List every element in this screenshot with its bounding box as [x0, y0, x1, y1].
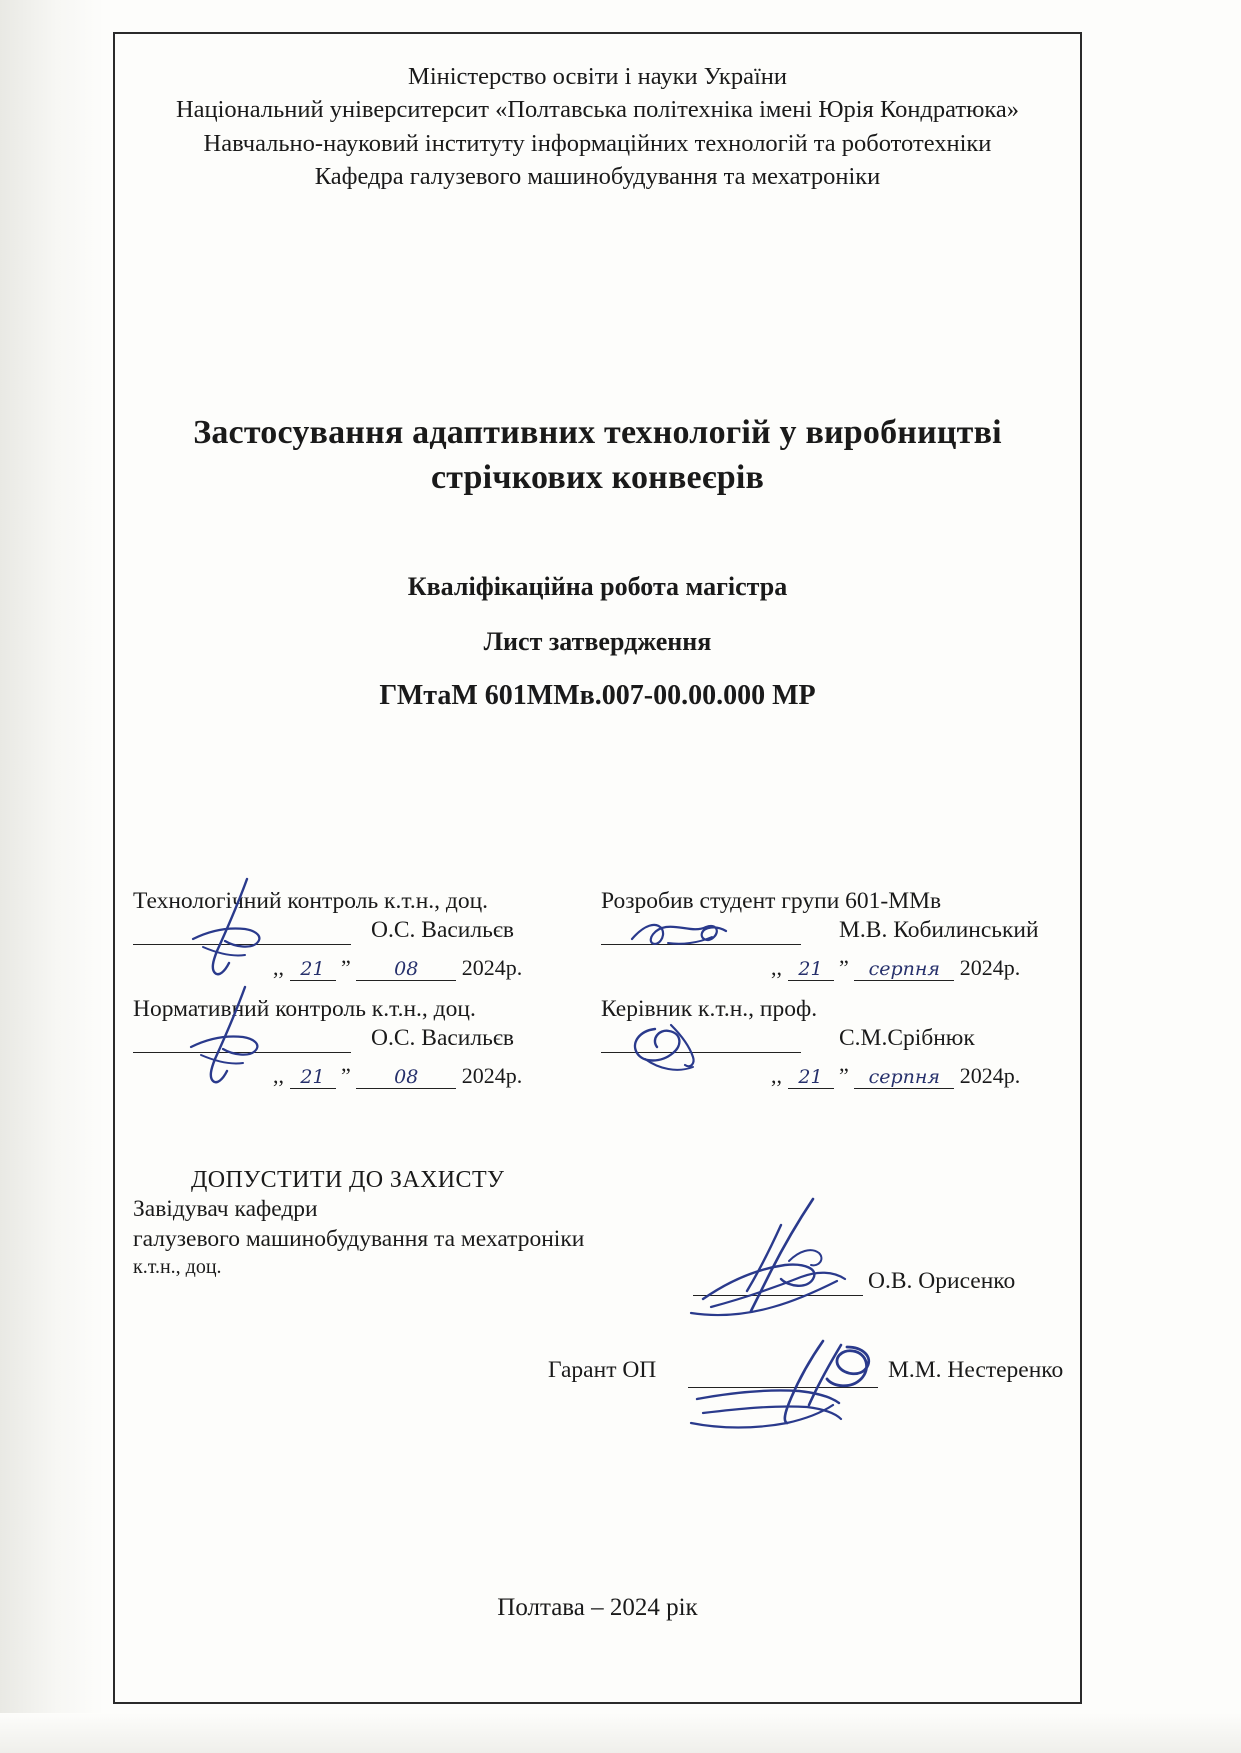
date-day-supervisor: 21 [788, 1067, 834, 1089]
date-group-student [771, 955, 1020, 981]
scan-shadow-bottom [0, 1713, 1241, 1753]
role-label-tech-control: Технологічний контроль к.т.н., доц. [133, 888, 489, 914]
date-month-norm-control: 08 [356, 1067, 456, 1089]
signer-name-head-of-department: О.В. Орисенко [868, 1268, 1016, 1294]
quote-open: ,, [273, 1063, 284, 1089]
signature-row-tech-control [133, 915, 573, 955]
page-title: Застосування адаптивних технологій у виробництві стрічкових конвеєрів [193, 414, 1002, 497]
quote-close: ” [341, 955, 351, 981]
quote-close: ” [839, 955, 849, 981]
signature-line [601, 944, 801, 945]
scan-shadow-left [0, 0, 104, 1753]
signature-row-supervisor [601, 1023, 1071, 1063]
signature-column-right [601, 887, 1071, 1103]
date-row-tech-control [133, 955, 573, 995]
approval-head-line1: Завідувач кафедри [133, 1196, 318, 1222]
approval-head-line2: галузевого машинобудування та мехатроніки [133, 1226, 585, 1253]
quote-open: ,, [771, 955, 782, 981]
signature-row-student [601, 915, 1071, 955]
date-group-tech-control [273, 955, 522, 981]
signer-name-tech-control: О.С. Васильєв [371, 917, 515, 944]
date-row-supervisor [601, 1063, 1071, 1103]
date-day-norm-control: 21 [290, 1067, 336, 1089]
header-line-ministry: Міністерство освіти і науки України [408, 63, 787, 90]
quote-open: ,, [771, 1063, 782, 1089]
signature-column-left [133, 887, 573, 1103]
signature-area [133, 887, 1082, 1087]
approval-head-line3: к.т.н., доц. [133, 1256, 222, 1279]
signature-line [133, 1052, 351, 1053]
date-month-student: серпня [854, 959, 954, 981]
role-label-norm-control: Нормативний контроль к.т.н., доц. [133, 996, 476, 1023]
date-year-norm-control: 2024р. [461, 1063, 523, 1089]
signature-line [601, 1052, 801, 1053]
date-year-supervisor: 2024р. [959, 1063, 1021, 1089]
document-type: Кваліфікаційна робота магістра [407, 572, 788, 601]
header-line-university: Національний університерсит «Полтавська політехніка імені Юрія Кондратюка» [175, 96, 1020, 124]
header-line-department: Кафедра галузевого машинобудування та мехатроніки [314, 162, 881, 190]
approval-block [133, 1167, 1082, 1383]
signer-name-supervisor: С.М.Срібнюк [839, 1025, 975, 1052]
quote-close: ” [341, 1063, 351, 1089]
footer-place-year: Полтава – 2024 рік [497, 1594, 698, 1621]
signature-line [693, 1295, 863, 1296]
signer-name-student: М.В. Кобилинський [839, 917, 1039, 944]
date-year-tech-control: 2024р. [461, 955, 523, 981]
role-label-student: Розробив студент групи 601-ММв [601, 888, 942, 914]
approval-title: ДОПУСТИТИ ДО ЗАХИСТУ [191, 1167, 505, 1193]
date-month-tech-control: 08 [356, 959, 456, 981]
signature-ink-guarantor [681, 1335, 901, 1445]
date-year-student: 2024р. [959, 955, 1021, 981]
document-code: ГМтаМ 601ММв.007-00.00.000 МР [379, 680, 816, 711]
document-subtype: Лист затвердження [483, 627, 712, 656]
signature-line [133, 944, 351, 945]
signature-line [688, 1387, 878, 1388]
quote-close: ” [839, 1063, 849, 1089]
signer-name-guarantor: М.М. Нестеренко [888, 1357, 1064, 1383]
guarantor-label: Гарант ОП [548, 1357, 657, 1383]
signature-row-norm-control [133, 1023, 573, 1063]
quote-open: ,, [273, 955, 284, 981]
date-day-student: 21 [788, 959, 834, 981]
date-day-tech-control: 21 [290, 959, 336, 981]
document-content [113, 32, 1082, 1704]
header-line-institute: Навчально-науковий інституту інформаційних технологій та робототехніки [203, 129, 992, 157]
date-row-student [601, 955, 1071, 995]
date-month-supervisor: серпня [854, 1067, 954, 1089]
date-row-norm-control [133, 1063, 573, 1103]
date-group-norm-control [273, 1063, 522, 1089]
date-group-supervisor [771, 1063, 1020, 1089]
signer-name-norm-control: О.С. Васильєв [371, 1025, 515, 1052]
role-label-supervisor: Керівник к.т.н., проф. [601, 996, 818, 1023]
institution-header [113, 60, 1082, 193]
